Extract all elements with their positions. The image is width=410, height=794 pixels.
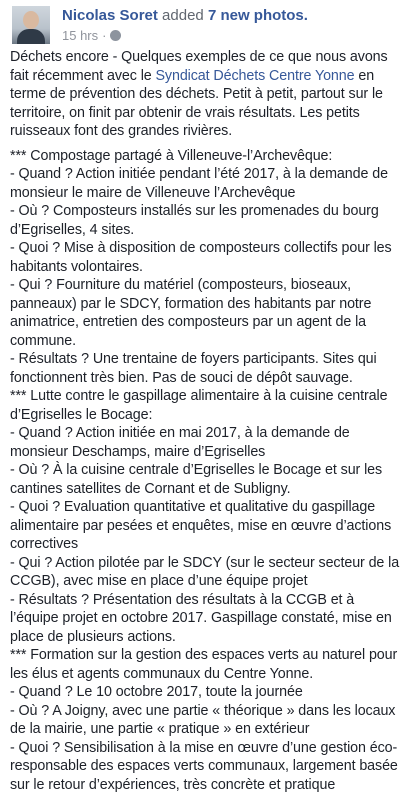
syndicat-link[interactable]: Syndicat Déchets Centre Yonne [156,68,355,84]
section1-line: - Résultats ? Une trentaine de foyers participants. Sites qui fonctionnent très bien. Pas de souci de dépôt sauvage. [10,350,406,387]
intro-text-b: en terme de prévention des déchets. Petit à petit, partout sur le territoire, on finit par obtenir de vrais résultats. Les petits ruisseaux font des grandes rivières. [10,68,383,140]
section3-line: - Quand ? Le 10 octobre 2017, toute la journée [10,683,406,702]
photos-link[interactable]: 7 new photos. [208,7,308,24]
section2-line: - Qui ? Action pilotée par le SDCY (sur le secteur secteur de la CCGB), avec mise en place d’une équipe projet [10,554,406,591]
post-timestamp[interactable]: 15 hrs [62,28,98,43]
globe-icon[interactable] [110,30,121,41]
section3-line: - Quoi ? Sensibilisation à la mise en œuvre d’une gestion éco-responsable des espaces verts communaux, largement basée sur le retour d’expériences, très concrète et pratique [10,739,406,794]
section2-line: - Résultats ? Présentation des résultats à la CCGB et à l’équipe projet en octobre 2017. Gaspillage constaté, mise en place de plusieurs actions. [10,591,406,647]
section3-line: - Où ? A Joigny, avec une partie « théorique » dans les locaux de la mairie, une partie « pratique » en extérieur [10,702,406,739]
section2-line: - Où ? À la cuisine centrale d’Egriselles le Bocage et sur les cantines satellites de Cornant et de Subligny. [10,461,406,498]
section1-line: - Où ? Composteurs installés sur les promenades du bourg d’Egriselles, 4 sites. [10,202,406,239]
section1-line: *** Compostage partagé à Villeneuve-l’Archevêque: [10,147,406,166]
post-intro [10,48,406,141]
section3-line: *** Formation sur la gestion des espaces verts au naturel pour les élus et agents communaux du Centre Yonne. [10,646,406,683]
author-name[interactable]: Nicolas Soret [62,7,158,24]
post-body [10,48,406,794]
section2-line: - Quand ? Action initiée en mai 2017, à la demande de monsieur Deschamps, maire d’Egriselles [10,424,406,461]
section1-line: - Qui ? Fourniture du matériel (composteurs, bioseaux, panneaux) par le SDCY, formation des habitants par notre animatrice, entretien des composteurs par un agent de la commune. [10,276,406,350]
avatar-body-shape [17,29,45,44]
post-meta [62,28,121,43]
section2-line: - Quoi ? Evaluation quantitative et qualitative du gaspillage alimentaire par pesées et enquêtes, mise en œuvre d’actions correctives [10,498,406,554]
avatar-head-shape [23,11,39,29]
section1-line: - Quoi ? Mise à disposition de composteurs collectifs pour les habitants volontaires. [10,239,406,276]
section1-line: - Quand ? Action initiée pendant l’été 2017, à la demande de monsieur le maire de Villeneuve l’Archevêque [10,165,406,202]
post-author-line [62,7,308,24]
post-header [12,6,402,42]
intro-text-a: Déchets encore - Quelques exemples de ce que nous avons fait récemment avec le [10,49,388,84]
author-avatar[interactable] [12,6,50,44]
meta-separator: · [102,28,106,43]
action-prefix: added [162,7,204,24]
section2-line: *** Lutte contre le gaspillage alimentaire à la cuisine centrale d’Egriselles le Bocage: [10,387,406,424]
